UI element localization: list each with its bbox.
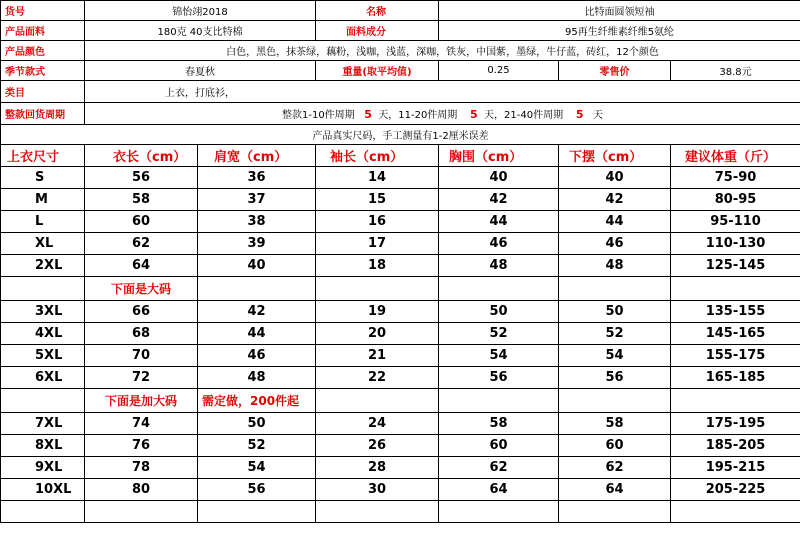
cycle-days-1: 5 (364, 108, 372, 121)
cell-shoulder: 50 (198, 413, 316, 435)
cell-chest: 60 (439, 435, 559, 457)
table-row (1, 435, 800, 457)
cell-weight: 195-215 (671, 457, 800, 479)
value-fabric: 180克 40支比特棉 (85, 21, 316, 41)
cell-weight: 155-175 (671, 345, 800, 367)
cell-shoulder: 48 (198, 367, 316, 389)
table-row (1, 479, 800, 501)
cell-weight: 95-110 (671, 211, 800, 233)
cell-hem: 64 (559, 479, 671, 501)
table-row (1, 211, 800, 233)
label-item-no: 货号 (1, 1, 85, 21)
cycle-text-3: 天，21-40件周期 (484, 110, 564, 121)
empty-row (1, 501, 800, 523)
label-category: 类目 (1, 81, 85, 103)
label-season: 季节款式 (1, 61, 85, 81)
cell-size: M (1, 189, 85, 211)
cell-length: 68 (85, 323, 198, 345)
cell-sleeve: 30 (316, 479, 439, 501)
section-row-xlarge (1, 389, 800, 413)
info-row-7 (1, 125, 800, 145)
table-row (1, 255, 800, 277)
cell-hem: 58 (559, 413, 671, 435)
cell-length: 70 (85, 345, 198, 367)
cell-sleeve: 24 (316, 413, 439, 435)
cell-size: 5XL (1, 345, 85, 367)
cell-shoulder: 36 (198, 167, 316, 189)
cell-sleeve: 20 (316, 323, 439, 345)
section-label-large: 下面是大码 (85, 277, 198, 301)
value-season: 春夏秋 (85, 61, 316, 81)
cell-length: 64 (85, 255, 198, 277)
info-row-6 (1, 103, 800, 125)
header-sleeve: 袖长（cm） (316, 145, 439, 167)
cell-sleeve: 19 (316, 301, 439, 323)
cycle-text-2: 天，11-20件周期 (378, 110, 458, 121)
cell-hem: 42 (559, 189, 671, 211)
cell-sleeve: 16 (316, 211, 439, 233)
info-row-4 (1, 61, 800, 81)
header-shoulder: 肩宽（cm） (198, 145, 316, 167)
cell-size: 6XL (1, 367, 85, 389)
cell-weight: 185-205 (671, 435, 800, 457)
table-row (1, 367, 800, 389)
info-row-5 (1, 81, 800, 103)
cell-shoulder: 42 (198, 301, 316, 323)
cell-chest: 54 (439, 345, 559, 367)
header-length: 衣长（cm） (85, 145, 198, 167)
cell-size: L (1, 211, 85, 233)
cell-chest: 50 (439, 301, 559, 323)
cell-hem: 54 (559, 345, 671, 367)
cell-hem: 44 (559, 211, 671, 233)
cell-chest: 44 (439, 211, 559, 233)
cell-size: XL (1, 233, 85, 255)
cell-length: 78 (85, 457, 198, 479)
cell-size: 9XL (1, 457, 85, 479)
value-weight: 0.25 (439, 61, 559, 81)
cell-sleeve: 17 (316, 233, 439, 255)
cell-hem: 40 (559, 167, 671, 189)
label-composition: 面料成分 (316, 21, 439, 41)
value-composition: 95再生纤维素纤维5氨纶 (439, 21, 800, 41)
cycle-days-2: 5 (470, 108, 478, 121)
cell-hem: 56 (559, 367, 671, 389)
cell-shoulder: 54 (198, 457, 316, 479)
cell-chest: 46 (439, 233, 559, 255)
cell-shoulder: 40 (198, 255, 316, 277)
cell-size: 7XL (1, 413, 85, 435)
cell-length: 76 (85, 435, 198, 457)
cell-length: 56 (85, 167, 198, 189)
cell-size: 10XL (1, 479, 85, 501)
cell-sleeve: 14 (316, 167, 439, 189)
cell-chest: 48 (439, 255, 559, 277)
section-row-large (1, 277, 800, 301)
value-restock-cycle (85, 103, 800, 125)
value-colors: 白色，黑色，抹茶绿，藕粉，浅咖，浅蓝，深咖，铁灰，中国紫，墨绿，牛仔蓝，砖红，12个颜色 (85, 41, 800, 61)
value-category: 上衣，打底衫， (85, 81, 800, 103)
cell-chest: 40 (439, 167, 559, 189)
cell-weight: 110-130 (671, 233, 800, 255)
cell-chest: 58 (439, 413, 559, 435)
table-row (1, 323, 800, 345)
cell-hem: 62 (559, 457, 671, 479)
cell-size: 3XL (1, 301, 85, 323)
cell-chest: 42 (439, 189, 559, 211)
cell-shoulder: 52 (198, 435, 316, 457)
cycle-text-1: 整款1-10件周期 (281, 110, 355, 121)
label-restock-cycle: 整款回货周期 (1, 103, 85, 125)
cell-sleeve: 21 (316, 345, 439, 367)
value-name: 比特面圆领短袖 (439, 1, 800, 21)
table-row (1, 345, 800, 367)
cell-weight: 145-165 (671, 323, 800, 345)
cell-weight: 175-195 (671, 413, 800, 435)
cell-length: 62 (85, 233, 198, 255)
table-row (1, 413, 800, 435)
label-weight: 重量(取平均值) (316, 61, 439, 81)
cell-weight: 75-90 (671, 167, 800, 189)
cell-chest: 64 (439, 479, 559, 501)
cell-length: 72 (85, 367, 198, 389)
cell-length: 74 (85, 413, 198, 435)
table-row (1, 189, 800, 211)
label-colors: 产品颜色 (1, 41, 85, 61)
cell-weight: 165-185 (671, 367, 800, 389)
cell-hem: 48 (559, 255, 671, 277)
table-row (1, 233, 800, 255)
label-retail-price: 零售价 (559, 61, 671, 81)
cell-shoulder: 46 (198, 345, 316, 367)
cell-sleeve: 28 (316, 457, 439, 479)
cycle-days-3: 5 (575, 108, 584, 121)
cell-chest: 52 (439, 323, 559, 345)
cell-hem: 50 (559, 301, 671, 323)
cell-length: 66 (85, 301, 198, 323)
header-size: 上衣尺寸 (1, 145, 85, 167)
cell-sleeve: 18 (316, 255, 439, 277)
header-weight: 建议体重（斤） (671, 145, 800, 167)
measurement-note: 产品真实尺码，手工测量有1-2厘米误差 (1, 125, 800, 145)
cell-size: S (1, 167, 85, 189)
cell-length: 60 (85, 211, 198, 233)
cell-weight: 80-95 (671, 189, 800, 211)
info-row-1 (1, 1, 800, 21)
size-group-1 (1, 167, 800, 277)
cell-shoulder: 56 (198, 479, 316, 501)
cell-size: 8XL (1, 435, 85, 457)
section-note-custom: 需定做，200件起 (198, 389, 316, 413)
cell-size: 2XL (1, 255, 85, 277)
cell-hem: 46 (559, 233, 671, 255)
size-header-row (1, 145, 800, 167)
cell-length: 58 (85, 189, 198, 211)
table-row (1, 457, 800, 479)
label-fabric: 产品面料 (1, 21, 85, 41)
info-row-3 (1, 41, 800, 61)
cell-sleeve: 26 (316, 435, 439, 457)
cell-shoulder: 37 (198, 189, 316, 211)
cell-shoulder: 44 (198, 323, 316, 345)
size-group-3 (1, 413, 800, 501)
cell-hem: 52 (559, 323, 671, 345)
cell-weight: 125-145 (671, 255, 800, 277)
header-chest: 胸围（cm） (439, 145, 559, 167)
label-name: 名称 (316, 1, 439, 21)
table-row (1, 301, 800, 323)
cell-shoulder: 39 (198, 233, 316, 255)
cell-chest: 62 (439, 457, 559, 479)
cell-length: 80 (85, 479, 198, 501)
cell-weight: 135-155 (671, 301, 800, 323)
cell-size: 4XL (1, 323, 85, 345)
info-row-2 (1, 21, 800, 41)
value-item-no: 锦怡翊2018 (85, 1, 316, 21)
cell-sleeve: 15 (316, 189, 439, 211)
cycle-text-4: 天 (593, 110, 604, 121)
cell-chest: 56 (439, 367, 559, 389)
value-retail-price: 38.8元 (671, 61, 800, 81)
cell-hem: 60 (559, 435, 671, 457)
table-row (1, 167, 800, 189)
cell-sleeve: 22 (316, 367, 439, 389)
header-hem: 下摆（cm） (559, 145, 671, 167)
cell-weight: 205-225 (671, 479, 800, 501)
cell-shoulder: 38 (198, 211, 316, 233)
size-group-2 (1, 301, 800, 389)
section-label-xlarge: 下面是加大码 (85, 389, 198, 413)
